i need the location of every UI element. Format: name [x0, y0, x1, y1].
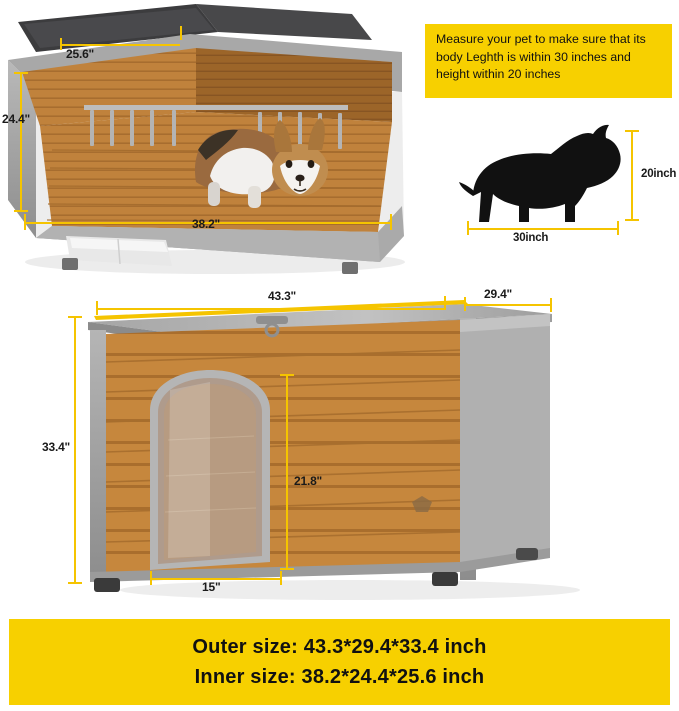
label-outer-length: 43.3" — [268, 289, 297, 303]
inner-size-text: Inner size: 38.2*24.4*25.6 inch — [194, 666, 485, 688]
dim-tick-left-a — [60, 38, 62, 50]
dim-tick-right-a — [180, 26, 182, 40]
dim-line-outer-length — [96, 308, 446, 310]
side-view-illustration — [60, 290, 630, 610]
dim-tick-dog-l-left — [467, 221, 469, 235]
dim-line-inner-depth — [60, 44, 180, 46]
label-inner-depth: 25.6" — [66, 47, 95, 61]
dim-tick-oh-top — [68, 316, 82, 318]
dim-tick-dw-right — [280, 571, 282, 585]
dim-tick-ol-right — [444, 296, 446, 310]
dim-tick-right-c — [390, 214, 392, 230]
dim-tick-od-left — [464, 297, 466, 311]
label-outer-depth: 29.4" — [484, 287, 513, 301]
dim-tick-oh-bottom — [68, 582, 82, 584]
dim-line-dog-height — [631, 130, 633, 220]
dim-tick-od-right — [550, 298, 552, 312]
dim-tick-bottom-b — [14, 210, 28, 212]
label-outer-height: 33.4" — [42, 440, 71, 454]
side-view-photo — [42, 287, 630, 610]
dim-tick-dog-h-bottom — [625, 219, 639, 221]
dog-silhouette-block — [455, 118, 677, 253]
dim-tick-top-b — [14, 72, 28, 74]
dim-tick-ol-left — [96, 301, 98, 315]
top-view-photo — [0, 0, 430, 285]
measure-callout — [425, 24, 672, 98]
dim-tick-dog-l-right — [617, 221, 619, 235]
dim-tick-dh-top — [280, 374, 294, 376]
outer-size-text: Outer size: 43.3*29.4*33.4 inch — [192, 636, 487, 658]
dim-tick-dw-left — [150, 571, 152, 585]
label-dog-length: 30inch — [513, 232, 549, 244]
label-door-height: 21.8" — [294, 474, 323, 488]
label-inner-width: 24.4" — [2, 112, 31, 126]
label-door-width: 15" — [202, 580, 221, 594]
dim-line-outer-height — [74, 316, 76, 584]
callout-text: Measure your pet to make sure that its body Leghth is within 30 inches and height within 20 inches — [436, 32, 646, 81]
dim-tick-dog-h-top — [625, 130, 639, 132]
dim-line-inner-width — [20, 72, 22, 212]
dim-tick-left-c — [24, 214, 26, 230]
dim-line-door-height — [286, 374, 288, 570]
top-view-illustration — [0, 0, 430, 285]
dim-tick-dh-bottom — [280, 568, 294, 570]
dim-line-dog-length — [467, 228, 619, 230]
label-dog-height: 20inch — [641, 168, 677, 180]
dim-line-outer-depth — [464, 304, 552, 306]
dog-silhouette-icon — [455, 118, 660, 253]
size-summary-banner — [9, 619, 670, 705]
label-inner-length: 38.2" — [192, 217, 221, 231]
